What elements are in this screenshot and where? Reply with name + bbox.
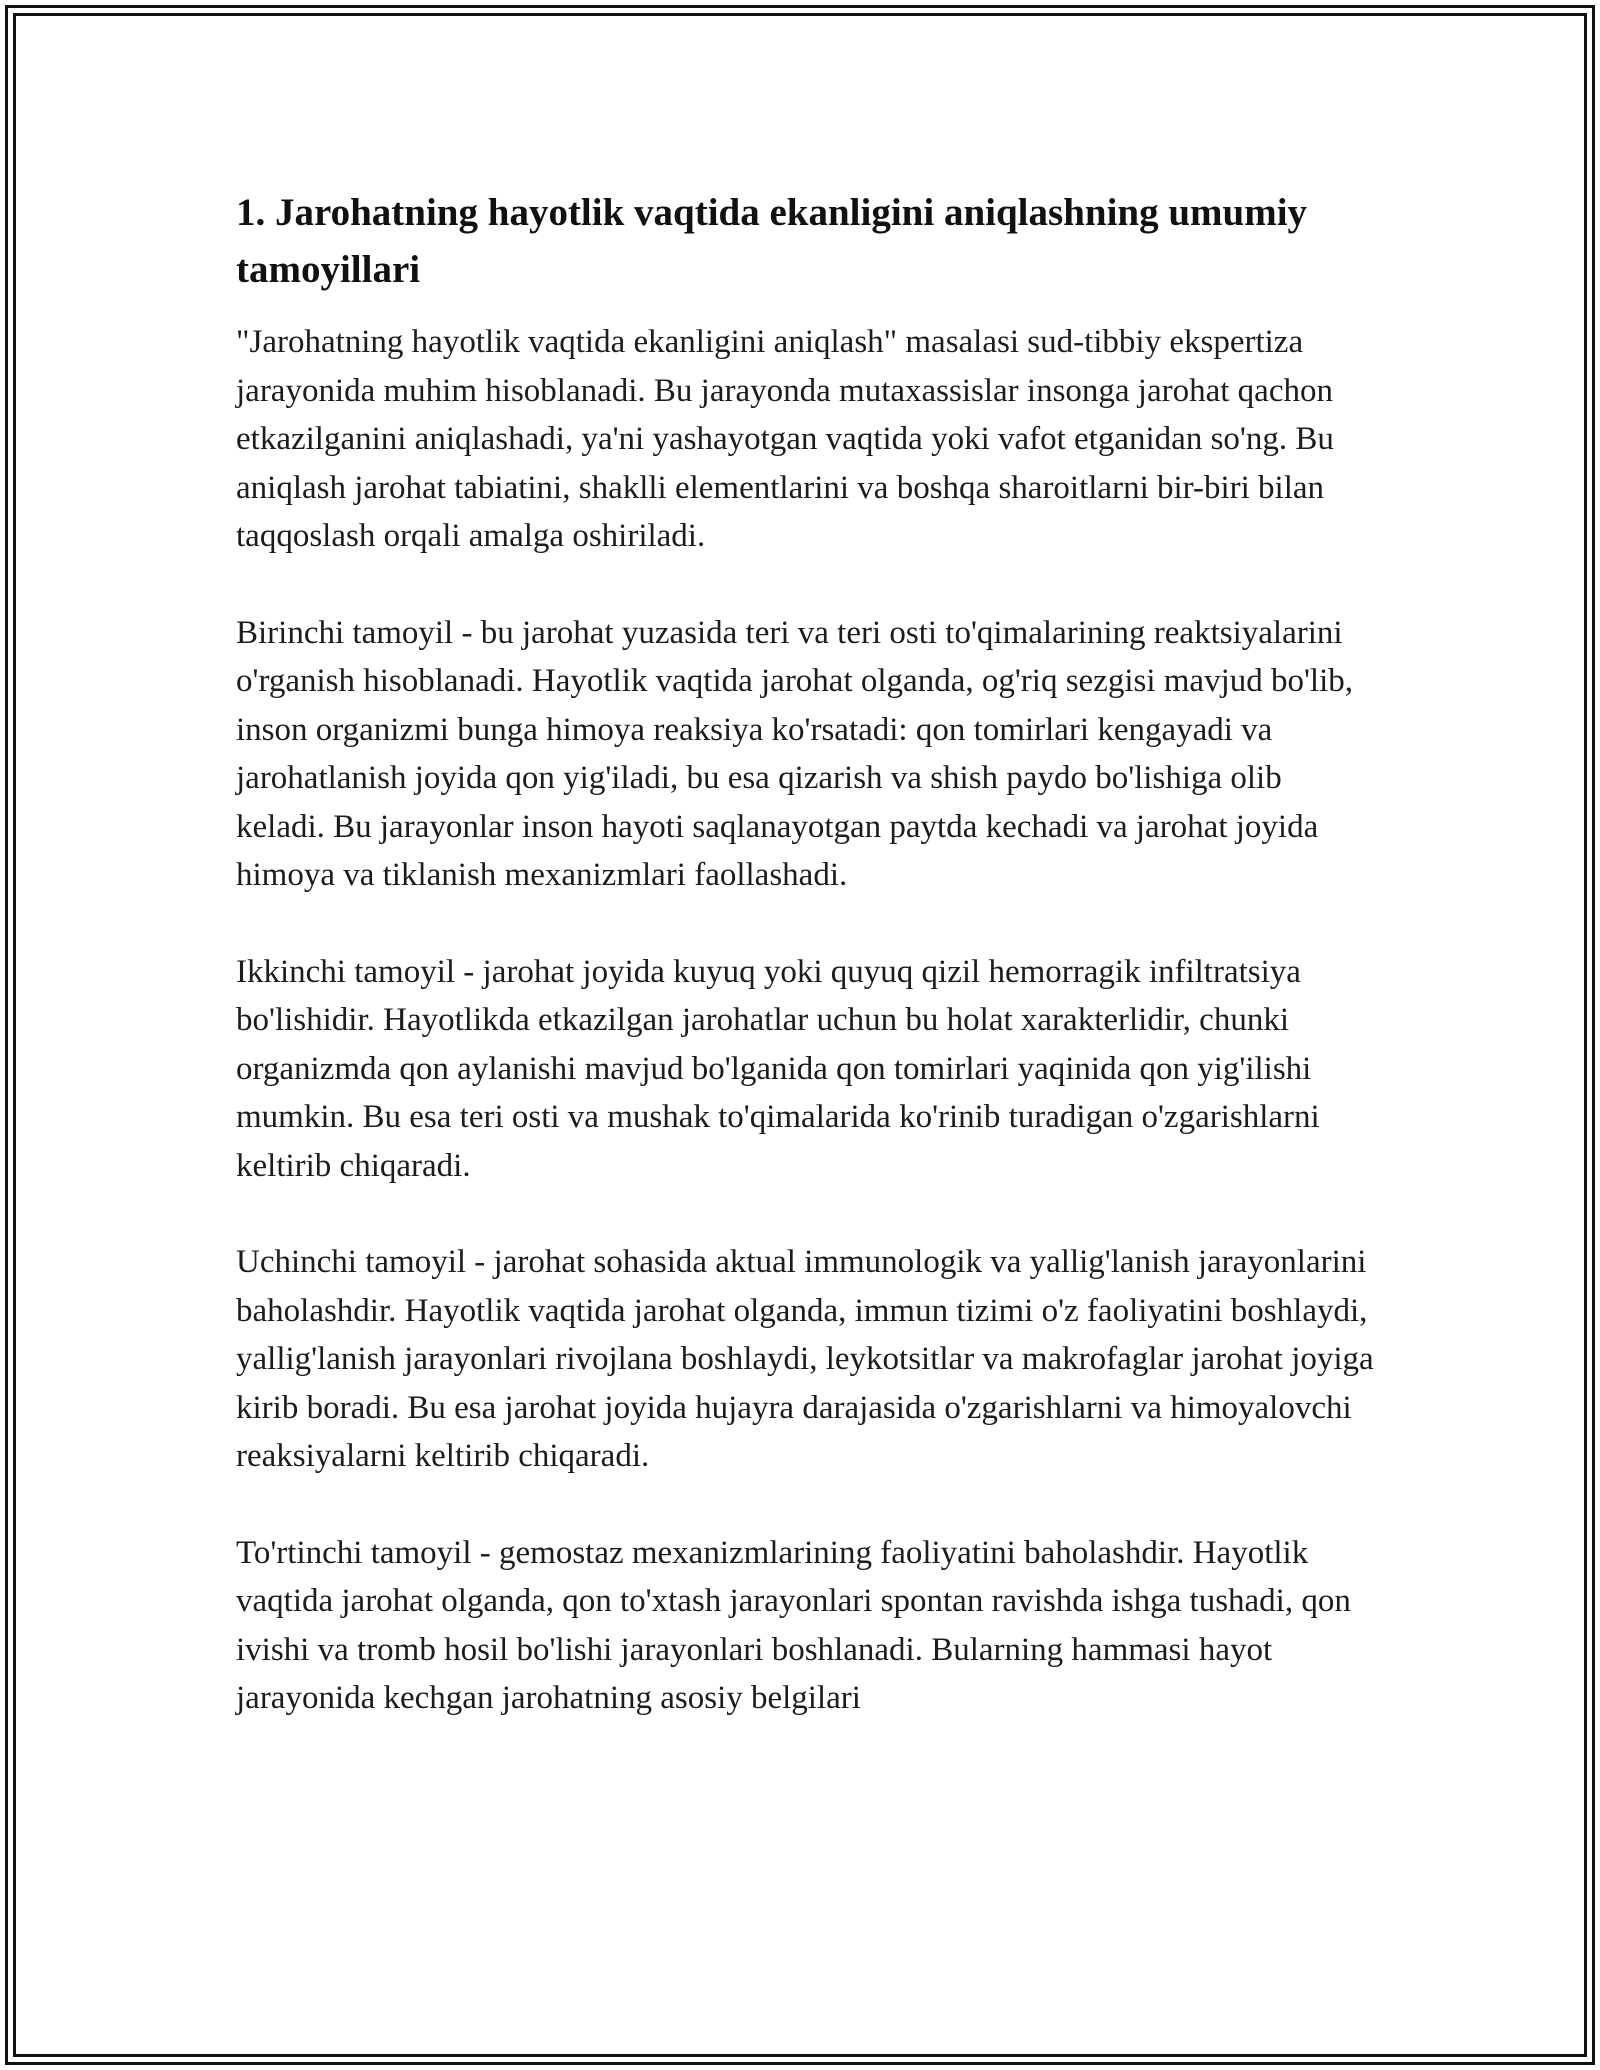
section-heading: 1. Jarohatning hayotlik vaqtida ekanligini aniqlashning umumiy tamoyillari: [236, 191, 1308, 291]
document-body: [236, 184, 1376, 1771]
paragraph-fourth-principle: To'rtinchi tamoyil - gemostaz mexanizmlarining faoliyatini baholashdir. Hayotlik vaqtida jarohat olganda, qon to'xtash jarayonlari spontan ravishda ishga tushadi, qon ivishi va tromb hosil bo'lishi jarayonlari boshlanadi. Bularning hammasi hayot jarayonida kechgan jarohatning asosiy belgilari: [236, 1534, 1351, 1716]
paragraph-intro: "Jarohatning hayotlik vaqtida ekanligini aniqlash" masalasi sud-tibbiy ekspertiza jarayonida muhim hisoblanadi. Bu jarayonda mutaxassislar insonga jarohat qachon etkazilganini aniqlashadi, ya'ni yashayotgan vaqtida yoki vafot etganidan so'ng. Bu aniqlash jarohat tabiatini, shaklli elementlarini va boshqa sharoitlarni bir-biri bilan taqqoslash orqali amalga oshiriladi.: [236, 324, 1334, 554]
paragraph-third-principle: Uchinchi tamoyil - jarohat sohasida aktual immunologik va yallig'lanish jarayonlarini baholashdir. Hayotlik vaqtida jarohat olganda, immun tizimi o'z faoliyatini boshlaydi, yallig'lanish jarayonlari rivojlana boshlaydi, leykotsitlar va makrofaglar jarohat joyiga kirib boradi. Bu esa jarohat joyida hujayra darajasida o'zgarishlarni va himoyalovchi reaksiyalarni keltirib chiqaradi.: [236, 1244, 1374, 1474]
paragraph-second-principle: Ikkinchi tamoyil - jarohat joyida kuyuq yoki quyuq qizil hemorragik infiltratsiya bo'lishidir. Hayotlikda etkazilgan jarohatlar uchun bu holat xarakterlidir, chunki organizmda qon aylanishi mavjud bo'lganida qon tomirlari yaqinida qon yig'ilishi mumkin. Bu esa teri osti va mushak to'qimalarida ko'rinib turadigan o'zgarishlarni keltirib chiqaradi.: [236, 953, 1320, 1184]
paragraph-first-principle: Birinchi tamoyil - bu jarohat yuzasida teri va teri osti to'qimalarining reaktsiyalarini o'rganish hisoblanadi. Hayotlik vaqtida jarohat olganda, og'riq sezgisi mavjud bo'lib, inson organizmi bunga himoya reaksiya ko'rsatadi: qon tomirlari kengayadi va jarohatlanish joyida qon yig'iladi, bu esa qizarish va shish paydo bo'lishiga olib keladi. Bu jarayonlar inson hayoti saqlanayotgan paytda kechadi va jarohat joyida himoya va tiklanish mexanizmlari faollashadi.: [236, 614, 1354, 893]
